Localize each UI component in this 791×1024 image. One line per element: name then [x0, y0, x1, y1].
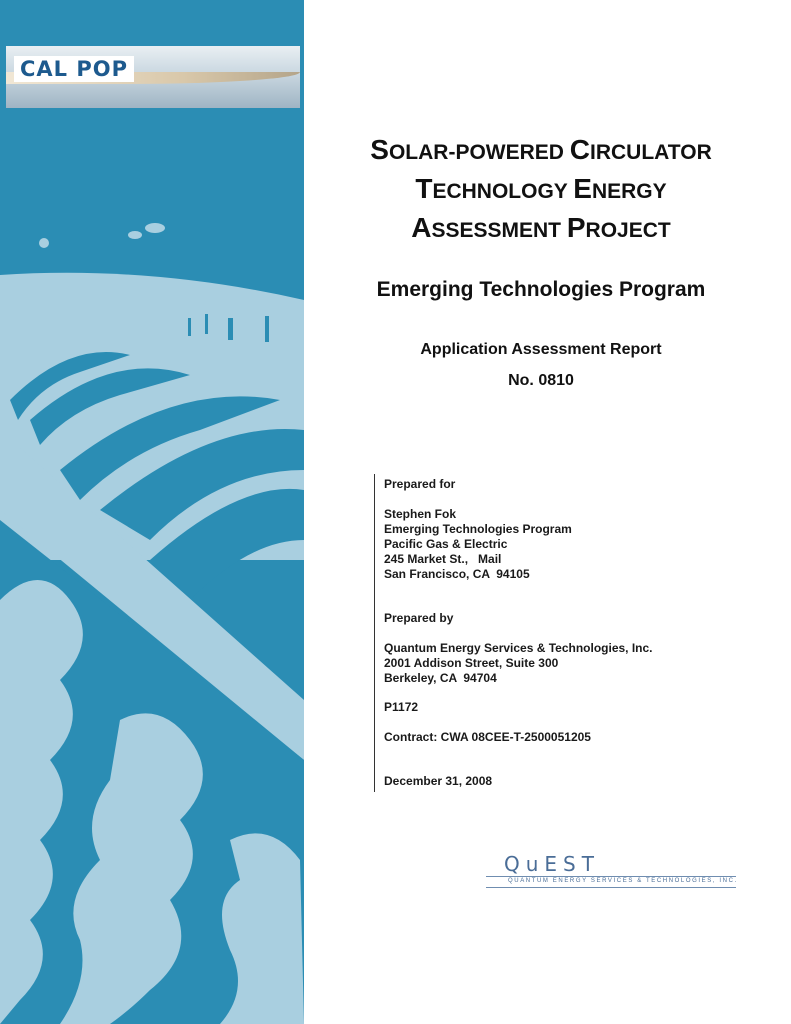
report-number: No. 0810	[508, 372, 574, 389]
recipient-name: Stephen Fok	[384, 507, 457, 521]
quest-logo-line-bottom	[486, 887, 736, 888]
preparer-street: 2001 Addison Street, Suite 300	[384, 656, 559, 670]
recipient-street: 245 Market St., Mail	[384, 552, 502, 566]
contract-number: Contract: CWA 08CEE-T-2500051205	[384, 730, 591, 744]
preparer-company: Quantum Energy Services & Technologies, Inc.	[384, 641, 653, 655]
quest-logo	[486, 852, 736, 892]
quest-wordmark: QuEST	[504, 852, 600, 876]
details-divider	[374, 474, 375, 792]
program-name: Emerging Technologies Program	[376, 278, 706, 301]
cover-photo-panel	[0, 0, 304, 1024]
title-line-1: SOLAR-POWERED CIRCULATOR	[370, 134, 712, 165]
preparer-block	[384, 641, 653, 686]
recipient-program: Emerging Technologies Program	[384, 522, 572, 536]
report-date: December 31, 2008	[384, 774, 493, 788]
report-title	[318, 132, 764, 249]
calpop-logo: CAL POP	[14, 56, 134, 82]
prepared-for-label: Prepared for	[384, 477, 456, 491]
quest-logo-line-top	[486, 876, 736, 877]
preparer-city: Berkeley, CA 94704	[384, 671, 497, 685]
title-line-3: ASSESSMENT PROJECT	[411, 212, 671, 243]
prepared-by-label: Prepared by	[384, 611, 454, 625]
recipient-city: San Francisco, CA 94105	[384, 567, 530, 581]
title-line-2: TECHNOLOGY ENERGY	[415, 173, 667, 204]
reservoir-illustration	[0, 0, 304, 1024]
report-type: Application Assessment Report	[420, 341, 662, 358]
project-code: P1172	[384, 700, 419, 714]
quest-tagline: QUANTUM ENERGY SERVICES & TECHNOLOGIES, INC.	[508, 878, 738, 884]
recipient-company: Pacific Gas & Electric	[384, 537, 508, 551]
recipient-block	[384, 507, 572, 582]
